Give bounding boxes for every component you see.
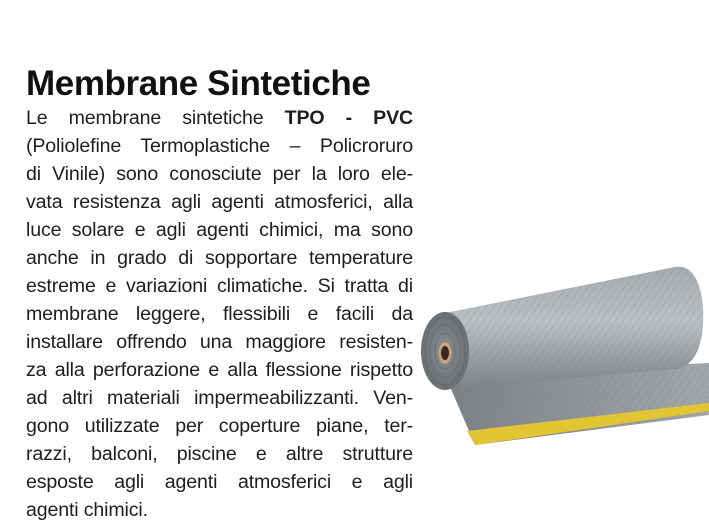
paragraph-line: agenti chimici. (26, 499, 148, 521)
paragraph-line: gono utilizzate per coperture piane, ter- (26, 415, 413, 437)
paragraph-line: luce solare e agli agenti chimici, ma sono (26, 219, 413, 241)
paragraph-line: estreme e variazioni climatiche. Si tratta di (26, 275, 413, 297)
paragraph-line: esposte agli agenti atmosferici e agli (26, 471, 413, 493)
membrane-roll-image (405, 255, 709, 465)
description-paragraph (26, 104, 413, 524)
page-title: Membrane Sintetiche (26, 64, 371, 103)
line-text: Le membrane sintetiche (26, 107, 285, 129)
product-types-highlight: TPO - PVC (284, 107, 413, 129)
paragraph-line: di Vinile) sono conosciute per la loro ele- (26, 163, 413, 185)
paragraph-line (26, 104, 413, 132)
paragraph-line: installare offrendo una maggiore resisten- (26, 331, 413, 353)
paragraph-line: za alla perforazione e alla flessione rispetto (26, 359, 413, 381)
paragraph-line: anche in grado di sopportare temperature (26, 247, 413, 269)
paragraph-line: vata resistenza agli agenti atmosferici, alla (26, 191, 413, 213)
paragraph-line: (Poliolefine Termoplastiche – Policroruro (26, 135, 413, 157)
paragraph-line: ad altri materiali impermeabilizzanti. Ven- (26, 387, 413, 409)
paragraph-line: razzi, balconi, piscine e altre strutture (26, 443, 413, 465)
paragraph-line: membrane leggere, flessibili e facili da (26, 303, 413, 325)
roll-end-face (421, 312, 469, 390)
